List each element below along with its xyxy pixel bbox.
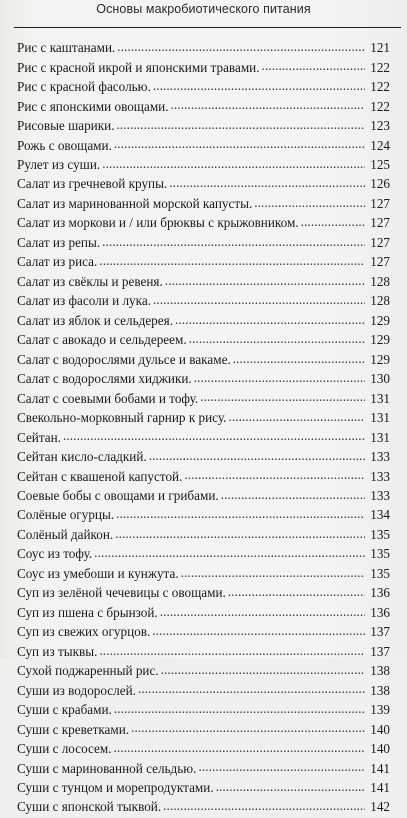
toc-entry-title: Суп из пшена с брынзой. — [17, 604, 158, 620]
toc-entry-page-number: 121 — [370, 40, 390, 56]
toc-entry — [17, 584, 390, 603]
toc-entry — [17, 136, 390, 155]
toc-entry-page-number: 125 — [370, 157, 390, 172]
toc-entry — [17, 662, 390, 681]
toc-entry — [17, 701, 390, 720]
toc-entry-page-number: 134 — [370, 507, 390, 523]
toc-entry — [17, 292, 390, 311]
toc-entry — [17, 409, 390, 428]
header-rule — [14, 27, 401, 28]
dot-leader — [102, 156, 365, 169]
toc-entry — [17, 779, 390, 798]
toc-entry-page-number: 137 — [370, 643, 390, 659]
toc-entry-title: Солёный дайкон. — [17, 526, 114, 542]
toc-entry-page-number: 127 — [370, 215, 390, 231]
toc-entry-page-number: 122 — [370, 98, 390, 114]
toc-entry-title: Салат с водорослями хиджики. — [17, 371, 192, 387]
toc-entry — [17, 370, 390, 389]
toc-entry-page-number: 135 — [370, 565, 390, 581]
dot-leader — [116, 506, 365, 519]
dot-leader — [152, 623, 365, 636]
toc-entry-title: Суши с японской тыквой. — [17, 799, 162, 815]
dot-leader — [131, 720, 365, 733]
toc-entry-title: Соевые бобы с овощами и грибами. — [17, 487, 219, 503]
dot-leader — [169, 175, 365, 188]
toc-entry-page-number: 124 — [370, 137, 390, 153]
toc-entry-title: Суши с маринованной сельдью. — [17, 760, 197, 776]
toc-entry-title: Суши с крабами. — [17, 702, 112, 718]
toc-entry — [17, 467, 390, 486]
toc-entry — [17, 78, 390, 97]
toc-entry-title: Солёные огурцы. — [17, 507, 115, 523]
toc-entry — [17, 604, 390, 623]
dot-leader — [165, 273, 365, 286]
toc-entry-page-number: 127 — [370, 254, 390, 270]
toc-entry-title: Рожь с овощами. — [17, 137, 112, 153]
toc-entry-page-number: 129 — [370, 332, 390, 348]
toc-entry-page-number: 129 — [370, 351, 390, 367]
toc-entry-title: Суши с лососем. — [17, 741, 112, 757]
toc-entry — [17, 487, 390, 506]
toc-entry-page-number: 123 — [370, 118, 390, 134]
toc-entry-title: Соус из умебоши и кунжута. — [17, 565, 179, 581]
dot-leader — [171, 97, 365, 110]
toc-entry — [17, 565, 390, 584]
toc-entry — [17, 720, 390, 739]
toc-entry-title: Рулет из суши. — [17, 157, 101, 172]
toc-entry — [17, 798, 390, 817]
toc-entry-page-number: 135 — [370, 546, 390, 562]
dot-leader — [198, 759, 365, 772]
toc-entry-title: Салат с соевыми бобами и тофу. — [17, 390, 199, 406]
toc-entry-title: Сейтан кисло-сладкий. — [17, 449, 147, 465]
toc-entry — [17, 545, 390, 564]
toc-entry-title: Суп из тыквы. — [17, 643, 98, 659]
toc-entry-page-number: 141 — [370, 780, 390, 795]
dot-leader — [228, 409, 365, 422]
toc-entry-page-number: 122 — [370, 79, 390, 95]
toc-entry-page-number: 141 — [370, 760, 390, 776]
dot-leader — [114, 136, 365, 149]
toc-entry-title: Суши из водорослей. — [17, 682, 136, 698]
toc-entry-title: Салат из моркови и / или брюквы с крыжовником. — [17, 215, 299, 231]
dot-leader — [200, 389, 365, 402]
dot-leader — [262, 58, 365, 71]
toc-entry — [17, 97, 390, 116]
toc-entry-page-number: 133 — [370, 468, 390, 484]
toc-entry — [17, 214, 390, 233]
toc-entry — [17, 643, 390, 662]
dot-leader — [153, 292, 365, 305]
dot-leader — [163, 798, 365, 811]
dot-leader — [194, 370, 365, 383]
toc-entry-page-number: 139 — [370, 702, 390, 718]
toc-entry-title: Салат из репы. — [17, 234, 101, 250]
dot-leader — [102, 234, 365, 247]
toc-entry — [17, 389, 390, 408]
toc-entry — [17, 351, 390, 370]
toc-entry-page-number: 131 — [370, 410, 390, 426]
toc-entry-title: Соус из тофу. — [17, 546, 93, 562]
toc-entry-title: Суп из свежих огурцов. — [17, 624, 151, 640]
toc-entry-title: Салат из риса. — [17, 254, 98, 270]
dot-leader — [114, 740, 365, 753]
toc-entry — [17, 448, 390, 467]
dot-leader — [149, 448, 365, 461]
dot-leader — [114, 701, 365, 714]
dot-leader — [94, 545, 365, 558]
dot-leader — [233, 351, 365, 364]
toc-entry-title: Рис с каштанами. — [17, 40, 116, 56]
toc-entry — [17, 117, 390, 136]
toc-entry-title: Рис с красной икрой и японскими травами. — [17, 59, 260, 75]
dot-leader — [301, 214, 365, 227]
toc-entry — [17, 506, 390, 525]
toc-entry-title: Салат из гречневой крупы. — [17, 176, 168, 192]
toc-entry-title: Салат из маринованной морской капусты. — [17, 195, 253, 211]
running-head: Основы макробиотического питания — [96, 2, 311, 16]
toc-entry-title: Рис с красной фасолью. — [17, 79, 151, 95]
dot-leader — [117, 117, 366, 130]
toc-entry-title: Салат из яблок и сельдерея. — [17, 312, 173, 328]
dot-leader — [115, 526, 365, 539]
toc-entry-page-number: 138 — [370, 663, 390, 679]
dot-leader — [184, 467, 365, 480]
toc-entry — [17, 273, 390, 292]
dot-leader — [153, 78, 365, 91]
toc-entry — [17, 623, 390, 642]
toc-entry-page-number: 127 — [370, 195, 390, 211]
toc-entry-title: Рис с японскими овощами. — [17, 98, 169, 114]
toc-entry — [17, 156, 390, 175]
toc-entry — [17, 331, 390, 350]
dot-leader — [99, 643, 365, 656]
toc-entry-page-number: 138 — [370, 682, 390, 698]
toc-entry-page-number: 128 — [370, 293, 390, 309]
dot-leader — [117, 39, 365, 52]
dot-leader — [254, 195, 365, 208]
toc-entry — [17, 681, 390, 700]
toc-entry — [17, 58, 390, 77]
toc-entry-title: Рисовые шарики. — [17, 118, 115, 134]
dot-leader — [228, 584, 365, 597]
toc-entry-page-number: 142 — [370, 799, 390, 815]
dot-leader — [221, 487, 365, 500]
toc-entry-title: Салат с водорослями дульсе и вакаме. — [17, 351, 231, 367]
toc-entry-page-number: 131 — [370, 429, 390, 445]
toc-entry-page-number: 133 — [370, 487, 390, 503]
toc-entry-page-number: 135 — [370, 526, 390, 542]
toc-entry-page-number: 136 — [370, 585, 390, 601]
toc-entry-page-number: 140 — [370, 721, 390, 737]
toc-entry-title: Салат с авокадо и сельдереем. — [17, 332, 187, 348]
toc-entry-title: Салат из фасоли и лука. — [17, 293, 151, 309]
dot-leader — [216, 779, 365, 792]
toc-entry-title: Сейтан с квашеной капустой. — [17, 468, 183, 484]
dot-leader — [99, 253, 365, 266]
toc-entry-page-number: 122 — [370, 59, 390, 75]
toc-entry — [17, 428, 390, 447]
dot-leader — [161, 662, 365, 675]
dot-leader — [181, 565, 365, 578]
toc-entry — [17, 234, 390, 253]
toc-entry-page-number: 127 — [370, 234, 390, 250]
toc-entry-page-number: 129 — [370, 312, 390, 328]
table-of-contents — [17, 39, 390, 818]
toc-entry-page-number: 130 — [370, 371, 390, 387]
toc-entry-title: Сухой поджаренный рис. — [17, 663, 159, 679]
toc-entry-title: Суши с креветками. — [17, 721, 130, 737]
toc-entry-title: Свекольно-морковный гарнир к рису. — [17, 410, 227, 426]
toc-entry — [17, 195, 390, 214]
toc-entry — [17, 312, 390, 331]
toc-entry — [17, 175, 390, 194]
toc-entry — [17, 740, 390, 759]
toc-entry-page-number: 136 — [370, 604, 390, 620]
toc-entry-page-number: 126 — [370, 176, 390, 192]
toc-entry-title: Суши с тунцом и морепродуктами. — [17, 780, 214, 795]
dot-leader — [63, 428, 365, 441]
dot-leader — [175, 312, 365, 325]
toc-entry-title: Сейтан. — [17, 429, 61, 445]
dot-leader — [189, 331, 365, 344]
toc-entry-page-number: 137 — [370, 624, 390, 640]
toc-entry-page-number: 131 — [370, 390, 390, 406]
toc-entry — [17, 759, 390, 778]
toc-entry — [17, 253, 390, 272]
toc-entry-title: Суп из зелёной чечевицы с овощами. — [17, 585, 226, 601]
toc-entry-title: Салат из свёклы и ревеня. — [17, 273, 163, 289]
toc-entry-page-number: 133 — [370, 449, 390, 465]
dot-leader — [138, 681, 365, 694]
toc-entry-page-number: 128 — [370, 273, 390, 289]
toc-entry-page-number: 140 — [370, 741, 390, 757]
dot-leader — [160, 604, 365, 617]
toc-entry — [17, 39, 390, 58]
toc-entry — [17, 526, 390, 545]
